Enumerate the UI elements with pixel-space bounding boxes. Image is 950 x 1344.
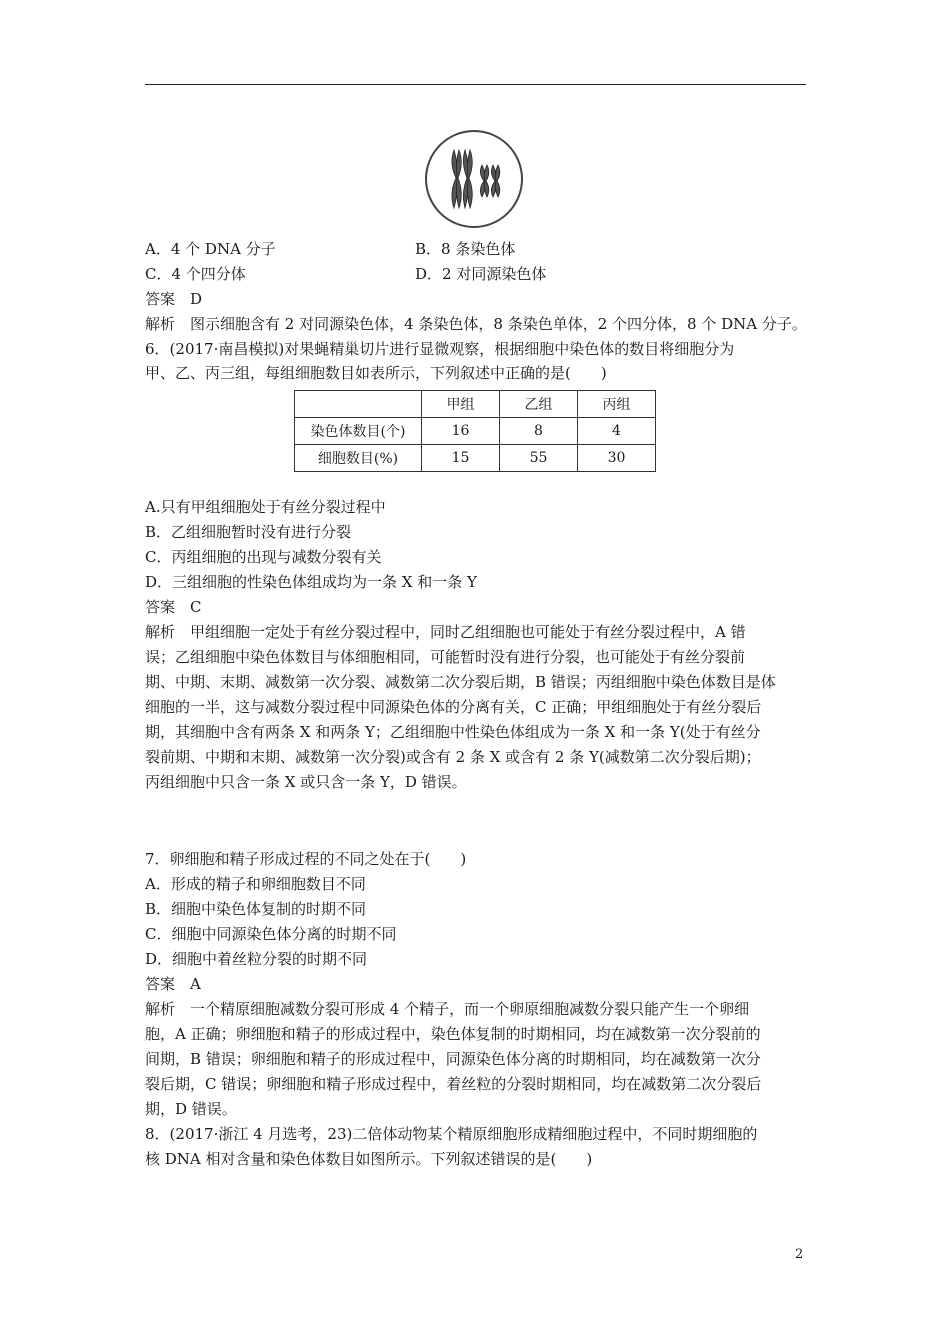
cell-chromosome-figure (418, 128, 530, 230)
q5-option-c: C．4 个四分体 (145, 265, 246, 283)
q6-answer: 答案 C (145, 598, 202, 616)
q7-answer: 答案 A (145, 975, 201, 993)
q7-analysis-line: 间期，B 错误；卵细胞和精子的形成过程中，同源染色体分离的时期相同，均在减数第一次分 (145, 1050, 761, 1068)
table-header-row (295, 391, 656, 418)
q6-stem-line: 甲、乙、丙三组，每组细胞数目如表所示，下列叙述中正确的是( ) (145, 364, 607, 382)
q7-analysis-line: 胞，A 正确；卵细胞和精子的形成过程中，染色体复制的时期相同，均在减数第一次分裂前的 (145, 1025, 761, 1043)
table-cell: 染色体数目(个) (295, 418, 422, 445)
q7-option-b: B．细胞中染色体复制的时期不同 (145, 900, 367, 918)
q6-stem-line: 6．(2017·南昌模拟)对果蝇精巢切片进行显微观察，根据细胞中染色体的数目将细胞分为 (145, 340, 735, 358)
table-cell: 16 (422, 418, 500, 445)
table-row (295, 418, 656, 445)
table-cell: 55 (500, 445, 578, 472)
q7-option-d: D．细胞中着丝粒分裂的时期不同 (145, 950, 368, 968)
page-number: 2 (795, 1247, 804, 1262)
table-header-cell: 乙组 (500, 391, 578, 418)
q7-stem: 7．卵细胞和精子形成过程的不同之处在于( ) (145, 850, 467, 868)
q6-analysis-line: 裂前期、中期和末期、减数第一次分裂)或含有 2 条 X 或含有 2 条 Y(减数第二次分裂后期)； (145, 748, 761, 766)
q8-stem-line: 核 DNA 相对含量和染色体数目如图所示。下列叙述错误的是( ) (145, 1150, 593, 1168)
q5-analysis: 解析 图示细胞含有 2 对同源染色体，4 条染色体，8 条染色单体，2 个四分体，8 个 DNA 分子。 (145, 315, 807, 333)
table-header-cell (295, 391, 422, 418)
table-header-cell: 甲组 (422, 391, 500, 418)
q6-analysis-line: 误；乙组细胞中染色体数目与体细胞相同，可能暂时没有进行分裂，也可能处于有丝分裂前 (145, 648, 746, 666)
q6-analysis-line: 细胞的一半，这与减数分裂过程中同源染色体的分离有关，C 正确；甲组细胞处于有丝分裂后 (145, 698, 762, 716)
q5-option-b: B．8 条染色体 (415, 240, 516, 258)
table-cell: 30 (578, 445, 656, 472)
table-header-cell: 丙组 (578, 391, 656, 418)
q7-analysis-line: 解析 一个精原细胞减数分裂可形成 4 个精子，而一个卵原细胞减数分裂只能产生一个卵细 (145, 1000, 750, 1018)
q6-option-c: C．丙组细胞的出现与减数分裂有关 (145, 548, 382, 566)
q7-option-c: C．细胞中同源染色体分离的时期不同 (145, 925, 397, 943)
q5-answer: 答案 D (145, 290, 203, 308)
q8-stem-line: 8．(2017·浙江 4 月选考，23)二倍体动物某个精原细胞形成精细胞过程中，不同时期细胞的 (145, 1125, 758, 1143)
q6-analysis-line: 期、中期、末期、减数第一次分裂、减数第二次分裂后期，B 错误；丙组细胞中染色体数目是体 (145, 673, 776, 691)
table-cell: 细胞数目(%) (295, 445, 422, 472)
q6-data-table (294, 390, 656, 472)
table-cell: 8 (500, 418, 578, 445)
q7-analysis-line: 裂后期，C 错误；卵细胞和精子形成过程中，着丝粒的分裂时期相同，均在减数第二次分裂后 (145, 1075, 762, 1093)
q6-option-b: B．乙组细胞暂时没有进行分裂 (145, 523, 352, 541)
q5-option-d: D．2 对同源染色体 (415, 265, 547, 283)
q7-option-a: A．形成的精子和卵细胞数目不同 (145, 875, 366, 893)
q7-analysis-line: 期，D 错误。 (145, 1100, 237, 1118)
q6-option-d: D．三组细胞的性染色体组成均为一条 X 和一条 Y (145, 573, 477, 591)
q6-analysis-line: 解析 甲组细胞一定处于有丝分裂过程中，同时乙组细胞也可能处于有丝分裂过程中，A 错 (145, 623, 746, 641)
q6-analysis-line: 丙组细胞中只含一条 X 或只含一条 Y，D 错误。 (145, 773, 467, 791)
header-rule (145, 84, 806, 85)
q6-analysis-line: 期，其细胞中含有两条 X 和两条 Y；乙组细胞中性染色体组成为一条 X 和一条 Y(处于有丝分 (145, 723, 761, 741)
table-cell: 15 (422, 445, 500, 472)
table-row (295, 445, 656, 472)
q5-option-a: A．4 个 DNA 分子 (145, 240, 276, 258)
table-cell: 4 (578, 418, 656, 445)
q6-option-a: A.只有甲组细胞处于有丝分裂过程中 (145, 498, 386, 516)
